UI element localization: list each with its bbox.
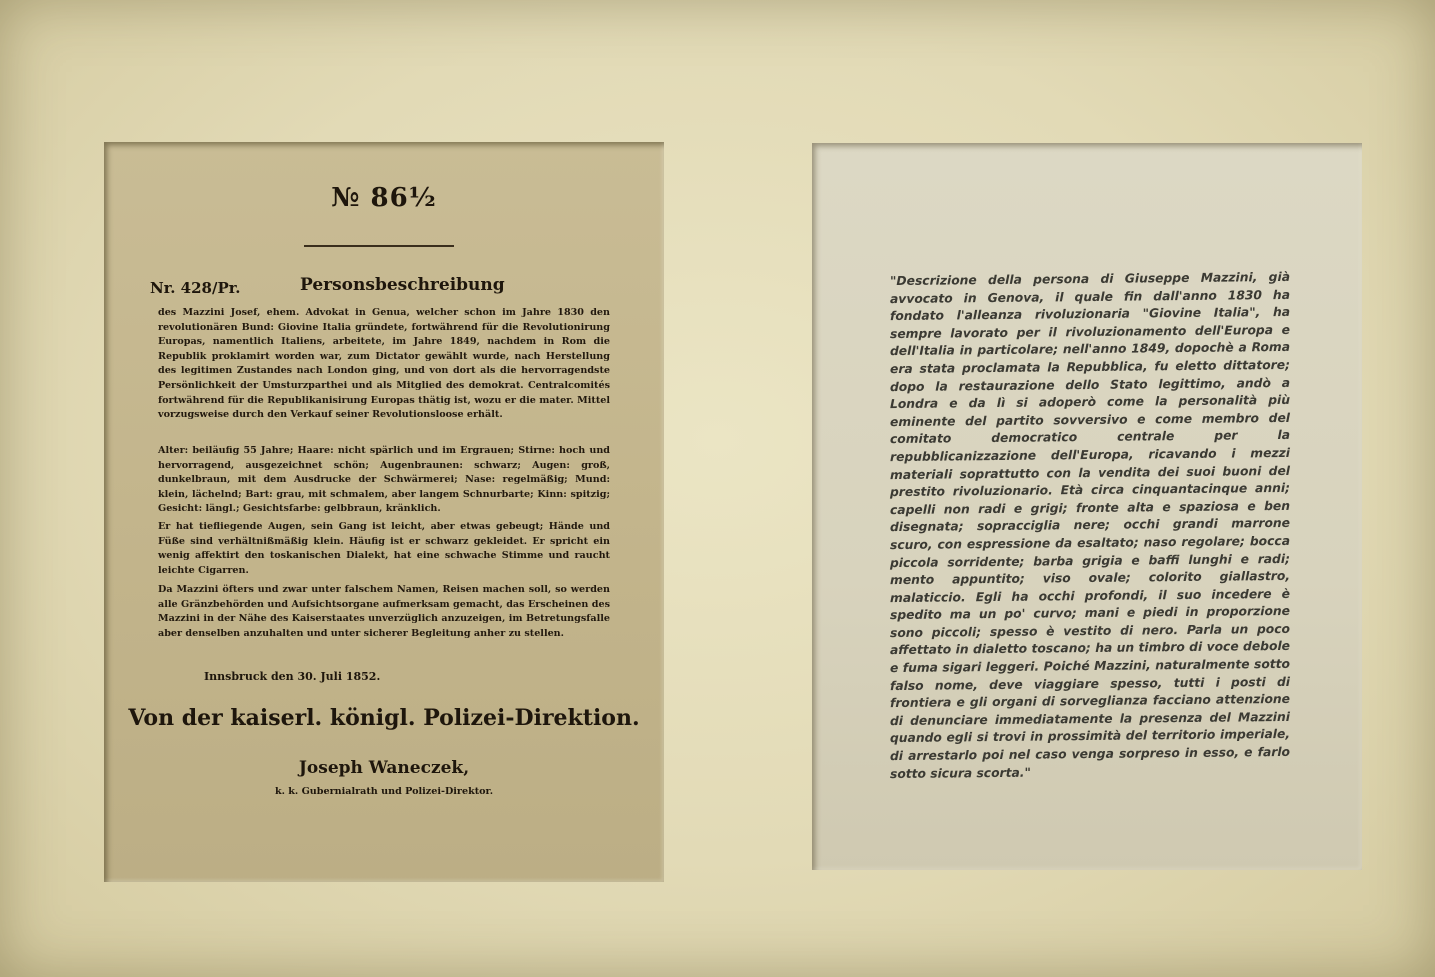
- paragraph-description: Alter: beiläufig 55 Jahre; Haare: nicht spärlich und im Ergrauen; Stirne: hoch und hervorragend, ausgezeichnet schön; Augenbraunen: schwarz; Augen: groß, dunkelbraun, mit dem Ausdrucke der Schwärmerei; Nase: regelmäßig; Mund: klein, lächelnd; Bart: grau, mit schmalem, aber langem Schnurbarte; Kinn: spitzig; Gesicht: längl.; Gesichtsfarbe: gelbbraun, kränklich.: [158, 445, 610, 515]
- italian-translation: "Descrizione della persona di Giuseppe Mazzini, già avvocato in Genova, il quale fin dall'anno 1830 ha fondato l'alleanza rivoluzionaria "Giovine Italia", ha sempre lavorato per il rivoluzionamento dell'Europa e dell'Italia in particolare; nell'anno 1849, dopochè a Roma era stata proclamata la Repubblica, fu eletto dittatore; dopo la restaurazione dello Stato legittimo, andò a Londra e da lì si adoperò come la personalità più eminente del partito sovversivo e come membro del comitato democratico centrale per la repubblicanizzazione dell'Europa, ricavando i mezzi materiali soprattutto con la vendita dei suoi buoni del prestito rivoluzionario. Età circa cinquantacinque anni; capelli non radi e grigi; fronte alta e spaziosa e ben disegnata; sopracciglia nere; occhi grandi marrone scuro, con espressione da esaltato; naso regolare; bocca piccola sorridente; barba grigia e baffi lunghi e radi; mento appuntito; viso ovale; colorito giallastro, malaticcio. Egli ha occhi profondi, il suo incedere è spedito ma un po' curvo; mani e piedi in proporzione sono piccoli; spesso è vestito di nero. Parla un poco affettato in dialetto toscano; ha un timbro di voce debole e fuma sigari leggeri. Poiché Mazzini, naturalmente sotto falso nome, deve viaggiare spesso, tutti i posti di frontiera e gli organi di sorveglianza facciano attenzione di denunciare immediatamente la presenza del Mazzini quando egli si trovi in prossimità del territorio imperiale, di arrestarlo poi nel caso venga sorpreso in esso, e farlo sotto sicura scorta.": [890, 269, 1290, 781]
- paragraph-features: Er hat tiefliegende Augen, sein Gang ist leicht, aber etwas gebeugt; Hände und Füße sind verhältnißmäßig klein. Häufig ist er schwarz gekleidet. Er spricht ein wenig affektirt den toskanischen Dialekt, hat eine schwache Stimme und raucht leichte Cigarren.: [158, 521, 610, 576]
- divider-rule: [304, 245, 454, 247]
- reference-number: Nr. 428/Pr.: [150, 279, 241, 297]
- translation-panel: [812, 143, 1362, 870]
- signatory-name: Joseph Waneczek,: [298, 758, 470, 778]
- paragraph-order: Da Mazzini öfters und zwar unter falschem Namen, Reisen machen soll, so werden alle Gränzbehörden und Aufsichtsorgane aufmerksam gemacht, das Erscheinen des Mazzini in der Nähe des Kaiserstaates unverzüglich anzuzeigen, im Betretungsfalle aber denselben anzuhalten und unter sicherer Begleitung anher zu stellen.: [158, 584, 610, 639]
- issuing-authority: Von der kaiserl. königl. Polizei-Direktion.: [128, 705, 640, 731]
- paragraph-intro: des Mazzini Josef, ehem. Advokat in Genua, welcher schon im Jahre 1830 den revolutionären Bund: Giovine Italia gründete, fortwährend für die Revolutionirung Europas, namentlich Italiens, arbeitete, im Jahre 1849, nachdem in Rom die Republik proklamirt worden war, zum Dictator gewählt wurde, nach Herstellung des legitimen Zustandes nach London ging, und von dort als die hervorragendste Persönlichkeit der Umsturzparthei und als Mitglied des demokrat. Centralcomités fortwährend für die Republikanisirung Europas thätig ist, wozu er die mater. Mittel vorzugsweise durch den Verkauf seiner Revolutionsloose erhält.: [158, 307, 610, 421]
- date-line: Innsbruck den 30. Juli 1852.: [204, 670, 381, 683]
- signatory-title: k. k. Gubernialrath und Polizei-Direktor.: [274, 786, 494, 797]
- historical-document: [104, 142, 664, 882]
- document-heading: Personsbeschreibung: [300, 275, 505, 295]
- document-number: № 86½: [331, 183, 437, 213]
